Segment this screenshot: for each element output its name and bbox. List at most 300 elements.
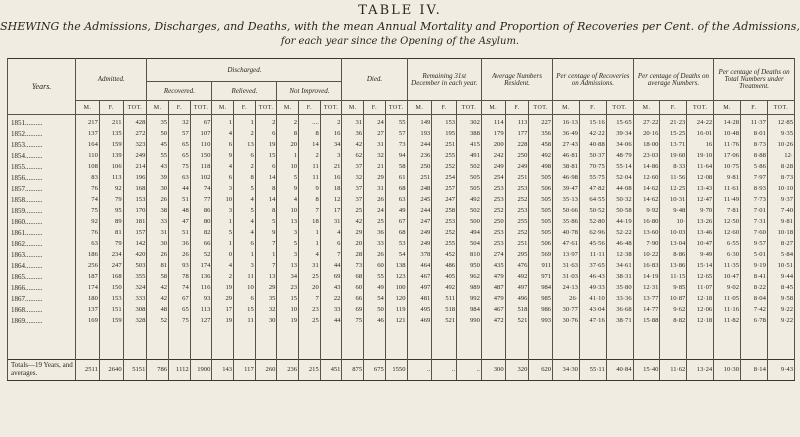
value-cell: 12·65	[687, 272, 714, 283]
value-cell: 11·07	[687, 283, 714, 294]
value-cell: 35·80	[606, 283, 633, 294]
value-cell: 159	[99, 316, 123, 327]
table-row	[8, 239, 795, 250]
value-cell: 5	[234, 206, 256, 217]
value-cell: 12·47	[687, 195, 714, 206]
value-cell: 52	[190, 250, 212, 261]
table-row	[8, 162, 795, 173]
empty-cell	[432, 327, 457, 360]
subheader-f: F.	[505, 101, 529, 115]
subheader-m: M.	[553, 101, 580, 115]
value-cell: 505	[529, 206, 553, 217]
value-cell: 15·88	[633, 316, 660, 327]
table-row	[8, 261, 795, 272]
empty-cell	[606, 327, 633, 360]
value-cell: 75	[169, 316, 191, 327]
table-row	[8, 115, 795, 130]
value-cell: 16·13	[553, 115, 580, 130]
value-cell: 116	[190, 283, 212, 294]
subheader-f: F.	[169, 101, 191, 115]
value-cell: 9·22	[767, 305, 794, 316]
table-row	[8, 294, 795, 305]
value-cell: 58	[385, 162, 407, 173]
value-cell: 14·86	[633, 162, 660, 173]
value-cell: 8·82	[660, 316, 687, 327]
value-cell: 481	[407, 294, 432, 305]
value-cell: 569	[529, 250, 553, 261]
subheader-f: F.	[234, 101, 256, 115]
value-cell: 505	[457, 173, 482, 184]
value-cell: 150	[99, 283, 123, 294]
value-cell: 66	[190, 239, 212, 250]
subheader-f: F.	[299, 101, 321, 115]
empty-cell	[212, 327, 234, 360]
value-cell: 27	[364, 129, 386, 140]
totals-value: 5151	[123, 360, 147, 381]
table-row	[8, 272, 795, 283]
value-cell: 121	[385, 316, 407, 327]
value-cell: 65	[169, 151, 191, 162]
value-cell: 46·48	[606, 239, 633, 250]
value-cell: 10	[277, 206, 299, 217]
year-cell: 1852..........	[8, 129, 76, 140]
value-cell: 7·40	[767, 206, 794, 217]
totals-value: 236	[277, 360, 299, 381]
empty-cell	[660, 327, 687, 360]
value-cell: 3	[234, 261, 256, 272]
value-cell: 17·06	[714, 151, 741, 162]
value-cell: 11·64	[687, 162, 714, 173]
value-cell: 10·22	[633, 250, 660, 261]
totals-value: 1112	[169, 360, 191, 381]
value-cell: 9·49	[687, 250, 714, 261]
value-cell: 10	[234, 283, 256, 294]
year-cell: 1866..........	[8, 283, 76, 294]
subheader-tot: TOT.	[529, 101, 553, 115]
subheader-m: M.	[481, 101, 505, 115]
value-cell: 102	[190, 173, 212, 184]
value-cell: 35·86	[553, 217, 580, 228]
value-cell: 44	[320, 261, 342, 272]
value-cell: 93	[190, 294, 212, 305]
value-cell: 74	[169, 283, 191, 294]
value-cell: 3	[212, 184, 234, 195]
empty-cell	[277, 327, 299, 360]
value-cell: 13·97	[553, 250, 580, 261]
value-cell: 10·75	[714, 162, 741, 173]
value-cell: 5	[277, 239, 299, 250]
value-cell: 6·78	[741, 316, 768, 327]
value-cell: 254	[432, 173, 457, 184]
value-cell: 14·62	[633, 195, 660, 206]
value-cell: 355	[123, 272, 147, 283]
value-cell: 42	[342, 140, 364, 151]
value-cell: 494	[457, 228, 482, 239]
value-cell: 496	[505, 294, 529, 305]
value-cell: 10·48	[714, 129, 741, 140]
subheader-m: M.	[147, 101, 169, 115]
value-cell: 250	[407, 162, 432, 173]
value-cell: 55	[147, 151, 169, 162]
totals-value: 55·11	[579, 360, 606, 381]
table-row	[8, 184, 795, 195]
value-cell: 227	[529, 115, 553, 130]
subheader-f: F.	[99, 101, 123, 115]
table-row	[8, 217, 795, 228]
year-cell: 1854..........	[8, 151, 76, 162]
value-cell: 31	[364, 184, 386, 195]
header-relieved: Relieved.	[212, 82, 277, 101]
value-cell: 21·23	[660, 115, 687, 130]
value-cell: 168	[99, 272, 123, 283]
table-subtitle-line-2: for each year since the Opening of the Asylum.	[280, 36, 520, 47]
value-cell: 9·22	[767, 316, 794, 327]
value-cell: 26	[364, 250, 386, 261]
value-cell: 81	[147, 261, 169, 272]
value-cell: 302	[457, 115, 482, 130]
value-cell: 48·79	[606, 151, 633, 162]
value-cell: 57	[169, 129, 191, 140]
value-cell: 3	[212, 206, 234, 217]
totals-value: 260	[255, 360, 277, 381]
value-cell: 15	[255, 151, 277, 162]
value-cell: 4	[212, 162, 234, 173]
value-cell: 8·01	[741, 129, 768, 140]
subheader-tot: TOT.	[255, 101, 277, 115]
value-cell: 38·71	[606, 316, 633, 327]
value-cell: 253	[505, 184, 529, 195]
subheader-f: F.	[579, 101, 606, 115]
value-cell: 36·68	[606, 305, 633, 316]
value-cell: 52·80	[579, 217, 606, 228]
value-cell: 7·60	[741, 228, 768, 239]
value-cell: 9·02	[714, 283, 741, 294]
value-cell: 6	[212, 173, 234, 184]
value-cell: 356	[529, 129, 553, 140]
value-cell: 25	[299, 316, 321, 327]
value-cell: 13	[234, 140, 256, 151]
value-cell: 255	[505, 217, 529, 228]
totals-value: ..	[407, 360, 432, 381]
value-cell: 44·19	[606, 217, 633, 228]
value-cell: 42·22	[579, 129, 606, 140]
value-cell: 486	[432, 261, 457, 272]
value-cell: 248	[407, 184, 432, 195]
value-cell: 5·01	[741, 250, 768, 261]
value-cell: 19	[255, 140, 277, 151]
totals-value: 675	[364, 360, 386, 381]
value-cell: 8·45	[767, 283, 794, 294]
totals-value: 11·62	[660, 360, 687, 381]
value-cell: 476	[505, 261, 529, 272]
value-cell: 55·14	[606, 162, 633, 173]
value-cell: 73	[342, 261, 364, 272]
value-cell: 20	[299, 283, 321, 294]
value-cell: 0	[212, 250, 234, 261]
value-cell: 174	[190, 261, 212, 272]
value-cell: 24	[364, 115, 386, 130]
value-cell: 75	[342, 316, 364, 327]
subheader-f: F.	[660, 101, 687, 115]
value-cell: 14·28	[714, 115, 741, 130]
value-cell: 993	[529, 316, 553, 327]
value-cell: 8·73	[767, 173, 794, 184]
value-cell: 177	[505, 129, 529, 140]
value-cell: 7	[255, 261, 277, 272]
value-cell: 23	[277, 283, 299, 294]
value-cell: 8	[255, 206, 277, 217]
value-cell: 25	[364, 217, 386, 228]
value-cell: 186	[76, 250, 100, 261]
value-cell: 44	[320, 316, 342, 327]
value-cell: 13·71	[660, 140, 687, 151]
subheader-f: F.	[432, 101, 457, 115]
value-cell: 50·32	[606, 195, 633, 206]
value-cell: 420	[123, 250, 147, 261]
value-cell: 428	[123, 115, 147, 130]
value-cell: 58	[147, 272, 169, 283]
value-cell: 42	[147, 294, 169, 305]
subheader-row	[8, 101, 795, 115]
value-cell: 242	[481, 151, 505, 162]
value-cell: 252	[505, 195, 529, 206]
value-cell: 92	[76, 217, 100, 228]
value-cell: 8·22	[741, 283, 768, 294]
value-cell: 1	[299, 239, 321, 250]
value-cell: 23	[299, 305, 321, 316]
header-pct-deaths-total: Per centage of Deaths on Total Numbers under Treatment.	[714, 59, 795, 101]
value-cell: 13·26	[687, 217, 714, 228]
value-cell: 11	[299, 162, 321, 173]
value-cell: 34·06	[606, 140, 633, 151]
value-cell: 405	[432, 272, 457, 283]
value-cell: 44·08	[606, 184, 633, 195]
value-cell: 11·61	[714, 184, 741, 195]
value-cell: 77	[190, 195, 212, 206]
value-cell: 2	[299, 151, 321, 162]
value-cell: 34	[320, 140, 342, 151]
subheader-tot: TOT.	[123, 101, 147, 115]
value-cell: 8·86	[660, 250, 687, 261]
value-cell: 11·15	[660, 272, 687, 283]
value-cell: 49	[385, 206, 407, 217]
value-cell: 10	[277, 162, 299, 173]
value-cell: 13·46	[687, 228, 714, 239]
value-cell: 11	[299, 173, 321, 184]
value-cell: 253	[481, 184, 505, 195]
value-cell: 15·14	[687, 261, 714, 272]
value-cell: 32	[342, 173, 364, 184]
header-not-improved: Not Improved.	[277, 82, 342, 101]
value-cell: 249	[481, 162, 505, 173]
value-cell: 10·31	[660, 195, 687, 206]
value-cell: 2	[234, 129, 256, 140]
value-cell: 11	[234, 316, 256, 327]
value-cell: 26	[147, 250, 169, 261]
header-died: Died.	[342, 59, 407, 101]
value-cell: 492	[529, 151, 553, 162]
statistics-table	[7, 58, 795, 381]
value-cell: 505	[457, 184, 482, 195]
value-cell: 31	[320, 217, 342, 228]
value-cell: 505	[529, 195, 553, 206]
value-cell: 75	[169, 162, 191, 173]
value-cell: 52·22	[606, 228, 633, 239]
value-cell: 164	[76, 140, 100, 151]
value-cell: 107	[190, 129, 212, 140]
value-cell: 3	[277, 228, 299, 239]
value-cell: 49	[364, 283, 386, 294]
value-cell: 168	[123, 184, 147, 195]
value-cell: 51	[169, 228, 191, 239]
value-cell: 113	[505, 115, 529, 130]
value-cell: 73	[385, 140, 407, 151]
year-cell: 1868..........	[8, 305, 76, 316]
totals-value: 9·43	[767, 360, 794, 381]
value-cell: 55	[364, 272, 386, 283]
value-cell: 179	[481, 129, 505, 140]
table-subtitle: SHEWING the Admissions, Discharges, and Deaths, with the mean Annual Mortality and Proportion of Recoveries per Cent. of the Admissions,	[0, 20, 800, 33]
value-cell: 984	[529, 283, 553, 294]
value-cell: 193	[407, 129, 432, 140]
value-cell: 452	[432, 250, 457, 261]
value-cell: 151	[99, 305, 123, 316]
value-cell: 497	[505, 283, 529, 294]
table-row	[8, 316, 795, 327]
value-cell: 10·10	[767, 184, 794, 195]
value-cell: 60	[342, 283, 364, 294]
value-cell: 324	[123, 283, 147, 294]
value-cell: 137	[76, 129, 100, 140]
value-cell: 53	[385, 239, 407, 250]
subheader-f: F.	[364, 101, 386, 115]
spacer-row	[8, 327, 795, 360]
value-cell: 3	[320, 151, 342, 162]
value-cell: 810	[457, 250, 482, 261]
value-cell: 30·76	[553, 316, 580, 327]
totals-value: 320	[505, 360, 529, 381]
value-cell: 12·18	[687, 294, 714, 305]
table-row	[8, 250, 795, 261]
value-cell: 9·57	[741, 239, 768, 250]
value-cell: 54	[364, 294, 386, 305]
empty-cell	[8, 327, 76, 360]
value-cell: 135	[99, 129, 123, 140]
value-cell: 8·73	[741, 140, 768, 151]
value-cell: 984	[457, 305, 482, 316]
value-cell: 10·47	[714, 272, 741, 283]
value-cell: 119	[385, 305, 407, 316]
empty-cell	[342, 327, 364, 360]
value-cell: 118	[190, 162, 212, 173]
value-cell: 258	[432, 206, 457, 217]
value-cell: 8	[277, 129, 299, 140]
value-cell: 7·90	[633, 239, 660, 250]
value-cell: 63	[385, 195, 407, 206]
value-cell: 200	[481, 140, 505, 151]
value-cell: 33	[364, 239, 386, 250]
value-cell: 8·04	[741, 294, 768, 305]
value-cell: 47·16	[579, 316, 606, 327]
value-cell: 47·61	[553, 239, 580, 250]
value-cell: 6	[234, 294, 256, 305]
table-row	[8, 305, 795, 316]
value-cell: 506	[529, 239, 553, 250]
header-admitted: Admitted.	[76, 59, 147, 101]
value-cell: 14	[299, 140, 321, 151]
value-cell: 120	[385, 294, 407, 305]
value-cell: 39	[147, 173, 169, 184]
value-cell: 24	[364, 206, 386, 217]
value-cell: 253	[432, 217, 457, 228]
header-remaining: Remaining 31st December in each year.	[407, 59, 481, 101]
value-cell: 1	[212, 115, 234, 130]
value-cell: 504	[457, 239, 482, 250]
value-cell: 479	[481, 272, 505, 283]
value-cell: 308	[123, 305, 147, 316]
empty-cell	[76, 327, 100, 360]
empty-cell	[234, 327, 256, 360]
value-cell: 9·48	[660, 206, 687, 217]
value-cell: 37·65	[579, 261, 606, 272]
value-cell: 10·47	[687, 239, 714, 250]
value-cell: 214	[123, 162, 147, 173]
value-cell: 9	[255, 228, 277, 239]
empty-cell	[364, 327, 386, 360]
value-cell: 1	[299, 228, 321, 239]
value-cell: 6	[234, 239, 256, 250]
header-discharged: Discharged.	[147, 59, 342, 82]
value-cell: 4	[234, 228, 256, 239]
value-cell: 491	[457, 151, 482, 162]
value-cell: 45·56	[579, 239, 606, 250]
value-cell: 92	[99, 184, 123, 195]
subheader-tot: TOT.	[457, 101, 482, 115]
value-cell: 251	[432, 140, 457, 151]
totals-value: 875	[342, 360, 364, 381]
value-cell: 28	[342, 250, 364, 261]
year-cell: 1856..........	[8, 173, 76, 184]
value-cell: 33	[320, 305, 342, 316]
value-cell: 19·10	[687, 151, 714, 162]
value-cell: 42	[342, 217, 364, 228]
value-cell: 252	[505, 228, 529, 239]
value-cell: 253	[481, 195, 505, 206]
value-cell: 13·86	[660, 261, 687, 272]
value-cell: 86	[190, 206, 212, 217]
value-cell: 435	[481, 261, 505, 272]
value-cell: 8·33	[660, 162, 687, 173]
value-cell: 12·25	[660, 184, 687, 195]
value-cell: 521	[505, 316, 529, 327]
value-cell: 10·	[660, 217, 687, 228]
table-row	[8, 129, 795, 140]
value-cell: 36	[169, 239, 191, 250]
year-cell: 1860..........	[8, 217, 76, 228]
value-cell: 247	[432, 195, 457, 206]
value-cell: 2	[234, 162, 256, 173]
value-cell: 31	[364, 140, 386, 151]
value-cell: 68	[385, 184, 407, 195]
empty-cell	[767, 327, 794, 360]
value-cell: 55·75	[579, 173, 606, 184]
value-cell: 63	[169, 173, 191, 184]
value-cell: 114	[481, 115, 505, 130]
value-cell: 17	[320, 206, 342, 217]
totals-value: 34·30	[553, 360, 580, 381]
value-cell: 16	[320, 129, 342, 140]
value-cell: 467	[481, 305, 505, 316]
